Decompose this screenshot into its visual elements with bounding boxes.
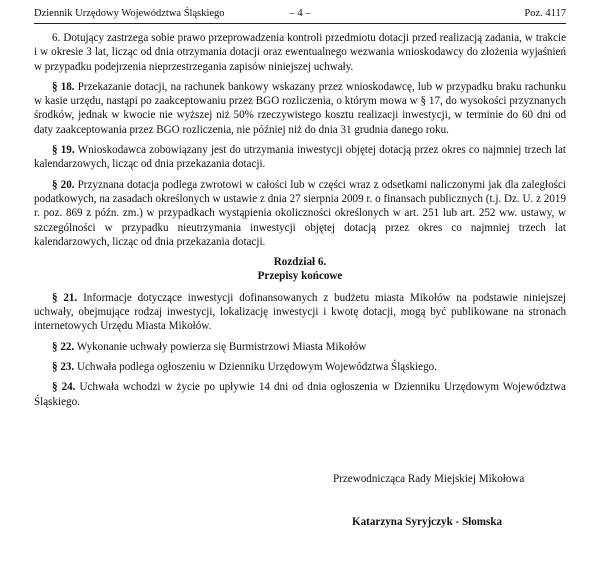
paragraph-sec-19 [34,143,566,172]
paragraph-text: Wykonanie uchwały powierza się Burmistrzowi Miasta Mikołów [74,340,367,353]
paragraph-sec-18 [34,80,566,137]
paragraph-text: Uchwała wchodzi w życie po upływie 14 dni od dnia ogłoszenia w Dzienniku Urzędowym Województwa Śląskiego. [34,381,566,408]
paragraph-text: Wnioskodawca zobowiązany jest do utrzymania inwestycji objętej dotacją przez okres co najmniej trzech lat kalendarzowych, licząc od dnia przekazania dotacji. [34,144,566,171]
paragraph-sec-22 [34,340,566,354]
chapter-subtitle: Przepisy końcowe [257,270,343,283]
section-number: § 18. [52,80,75,93]
paragraph-sec-21 [34,291,566,334]
signatory-name: Katarzyna Syryjczyk - Słomska [352,516,503,528]
section-number: § 19. [52,144,75,157]
paragraph-sec-24 [34,380,566,409]
paragraph-text: Przyznana dotacja podlega zwrotowi w całości lub w części wraz z odsetkami naliczonymi jak dla zaległości podatkowych, na zasadach określonych w ustawie z dnia 27 sierpnia 2009 r. o finansach publicznych (t.j. Dz. U. z 2019 r. poz. 869 z późn. zm.) w przypadkach wystąpienia okoliczności określonych w art. 251 lub art. 252 ww. ustawy, w szczególności w przypadku nieutrzymania inwestycji objętej dotacją przez okres co najmniej trzech lat kalendarzowych, licząc od dnia przekazania dotacji. [34,178,567,248]
paragraph-text: Przekazanie dotacji, na rachunek bankowy wskazany przez wnioskodawcę, lub w przypadku braku rachunku w kasie urzędu, nastąpi po zaakceptowaniu przez BGO rozliczenia, o którym mowa w § 17, do wysokości przyznanych środków, jednak w kwocie nie wyższej niż 50% rzeczywistego kosztu realizacji inwestycji, w terminie do 60 dni od daty zaakceptowania przez BGO rozliczenia, nie później niż do dnia 31 grudnia danego roku. [34,80,566,136]
section-number: § 23. [52,360,75,373]
paragraph-text: Informacje dotyczące inwestycji dofinansowanych z budżetu miasta Mikołów na podstawie niniejszej uchwały, obejmujące rodzaj inwestycji, lokalizację inwestycji i kwotę dotacji, mogą być publikowane na stronach internetowych Urzędu Miasta Mikołów. [34,291,567,333]
section-number: § 24. [52,381,76,394]
section-number: § 22. [52,340,75,353]
page-number: – 4 – [289,8,311,19]
paragraph-sec-23 [34,360,566,374]
journal-title: Dziennik Urzędowy Województwa Śląskiego [34,8,225,19]
section-number: § 20. [52,178,75,191]
position-number: Poz. 4117 [524,8,566,19]
paragraph-sec-20 [34,178,566,249]
paragraph-item-6 [34,31,566,74]
paragraph-text: 6. Dotujący zastrzega sobie prawo przeprowadzenia kontroli przedmiotu dotacji przed realizacją zadania, w trakcie i w okresie 3 lat, licząc od dnia otrzymania dotacji oraz ewentualnego wezwania wnioskodawcy do złożenia wyjaśnień w przypadku podejrzenia nieprzestrzegania zapisów niniejszej uchwały. [34,32,566,73]
document-body [34,31,566,415]
chapter-title: Rozdział 6. [273,256,327,269]
section-number: § 21. [52,291,78,304]
paragraph-text: Uchwała podlega ogłoszeniu w Dzienniku Urzędowym Województwa Śląskiego. [74,360,437,373]
page-header [34,7,566,24]
signatory-role: Przewodnicząca Rady Miejskiej Mikołowa [333,473,525,485]
